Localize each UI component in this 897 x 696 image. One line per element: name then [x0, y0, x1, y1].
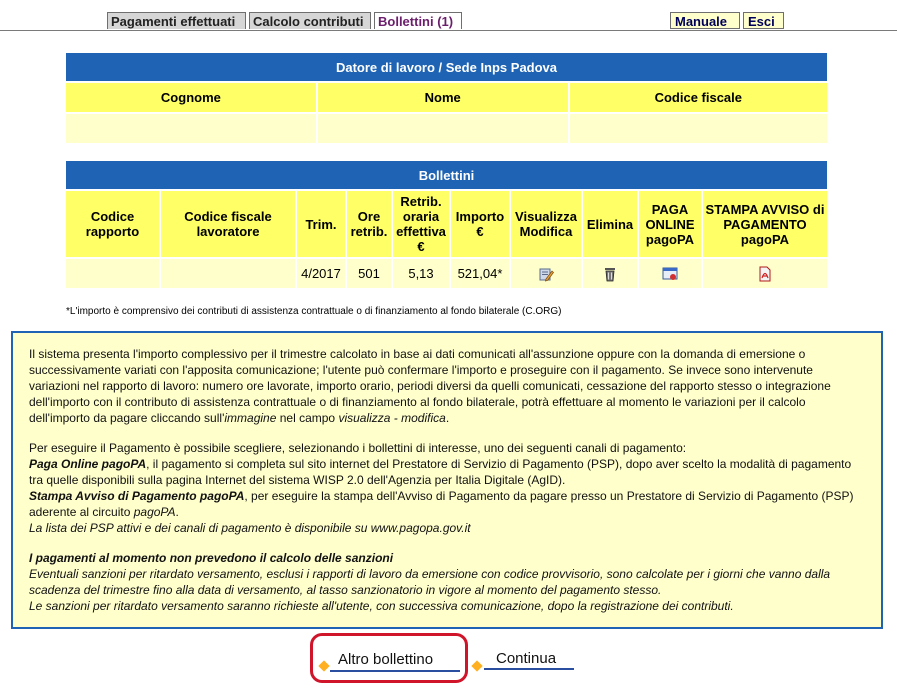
cell-codice-fiscale [570, 114, 827, 143]
cell-elimina [583, 259, 637, 288]
continua-underline [484, 668, 574, 670]
cell-retrib-oraria: 5,13 [393, 259, 449, 288]
cell-ore-retrib: 501 [347, 259, 391, 288]
bollettini-table-title: Bollettini [66, 161, 827, 189]
header-codice-fiscale-lavoratore: Codice fiscale lavoratore [161, 191, 295, 257]
manual-link[interactable]: Manuale [670, 12, 740, 29]
info-sanzioni-note: Le sanzioni per ritardato versamento saranno richieste all'utente, con successiva comunicazione, dopo la registrazione dei contributi. [29, 599, 734, 613]
header-visualizza-modifica: Visualizza Modifica [511, 191, 581, 257]
bollettini-table [64, 159, 829, 290]
exit-link[interactable]: Esci [743, 12, 784, 29]
header-elimina: Elimina [583, 191, 637, 257]
tab-baseline [0, 30, 897, 31]
cell-codice-fiscale-lavoratore [161, 259, 295, 288]
header-importo: Importo € [451, 191, 509, 257]
cell-importo: 521,04* [451, 259, 509, 288]
header-trim: Trim. [297, 191, 345, 257]
tab-bollettini[interactable]: Bollettini (1) [374, 12, 462, 29]
pdf-icon[interactable] [757, 266, 773, 282]
info-sanzioni-text: Eventuali sanzioni per ritardato versamento, esclusi i rapporti di lavoro da emersione con codice provvisorio, sono calcolate per i giorni che vanno dalla scadenza del trimestre fino alla data di versamento, al tasso sanzionatorio in vigore al momento del pagamento stesso. [29, 567, 831, 597]
pay-online-icon[interactable] [662, 266, 678, 282]
diamond-icon [471, 660, 482, 671]
cell-cognome [66, 114, 316, 143]
employer-table [64, 51, 829, 145]
info-paragraph-stampa-avviso: Stampa Avviso di Pagamento pagoPA, per eseguire la stampa dell'Avviso di Pagamento da pagare presso un Prestatore di Servizio di Pagamento (PSP) aderente al circuito pagoPA. [29, 489, 854, 519]
cell-nome [318, 114, 568, 143]
header-cognome: Cognome [66, 83, 316, 112]
header-stampa-avviso: STAMPA AVVISO di PAGAMENTO pagoPA [703, 191, 827, 257]
continua-button[interactable]: Continua [496, 650, 557, 667]
table-row [66, 259, 827, 288]
employer-table-title: Datore di lavoro / Sede Inps Padova [66, 53, 827, 81]
info-box [11, 331, 883, 629]
altro-bollettino-underline [330, 670, 460, 672]
altro-bollettino-button[interactable]: Altro bollettino [338, 651, 434, 668]
header-codice-rapporto: Codice rapporto [66, 191, 159, 257]
info-sanzioni-title: I pagamenti al momento non prevedono il calcolo delle sanzioni [29, 551, 394, 565]
cell-visualizza [511, 259, 581, 288]
cell-codice-rapporto [66, 259, 159, 288]
trash-icon[interactable] [602, 266, 618, 282]
header-paga-online: PAGA ONLINE pagoPA [639, 191, 701, 257]
header-ore-retrib: Ore retrib. [347, 191, 391, 257]
cell-paga-online [639, 259, 701, 288]
header-retrib-oraria: Retrib. oraria effettiva € [393, 191, 449, 257]
header-codice-fiscale: Codice fiscale [570, 83, 827, 112]
cell-stampa-avviso [703, 259, 827, 288]
info-paragraph-2: Per eseguire il Pagamento è possibile scegliere, selezionando i bollettini di interesse, uno dei seguenti canali di pagamento: [29, 441, 687, 455]
info-paragraph-1: Il sistema presenta l'importo complessivo per il trimestre calcolato in base ai dati comunicati all'assunzione oppure con la domanda di emersione o successivamente variati con l'apposita comunicazione; l'utente può confermare l'importo e proseguire con il pagamento. Se invece sono intervenute variazioni nel rapporto di lavoro: numero ore lavorate, importo orario, periodi diversi da quelli comunicati, cessazione del rapporto stesso o integrazione dell'importo con il contributo di assistenza contrattuale o di finanziamento al fondo bilaterale, potrà effettuare al momento le variazioni per il calcolo dell'importo da pagare cliccando sull'immagine nel campo visualizza - modifica. [29, 347, 831, 425]
info-paragraph-psp: La lista dei PSP attivi e dei canali di pagamento è disponibile su www.pagopa.gov.it [29, 521, 471, 535]
footnote: *L'importo è comprensivo dei contributi di assistenza contrattuale o di finanziamento al fondo bilaterale (C.ORG) [66, 306, 562, 317]
tab-pagamenti-effettuati[interactable]: Pagamenti effettuati [107, 12, 246, 29]
tab-calcolo-contributi[interactable]: Calcolo contributi [249, 12, 371, 29]
header-nome: Nome [318, 83, 568, 112]
cell-trim: 4/2017 [297, 259, 345, 288]
edit-icon[interactable] [538, 266, 554, 282]
info-paragraph-paga-online: Paga Online pagoPA, il pagamento si completa sul sito internet del Prestatore di Servizio di Pagamento (PSP), dopo aver scelto la modalità di pagamento tra quelle disponibili sulla pagina Internet del sistema WISP 2.0 dell'Agenzia per Italia Digitale (AgID). [29, 457, 852, 487]
